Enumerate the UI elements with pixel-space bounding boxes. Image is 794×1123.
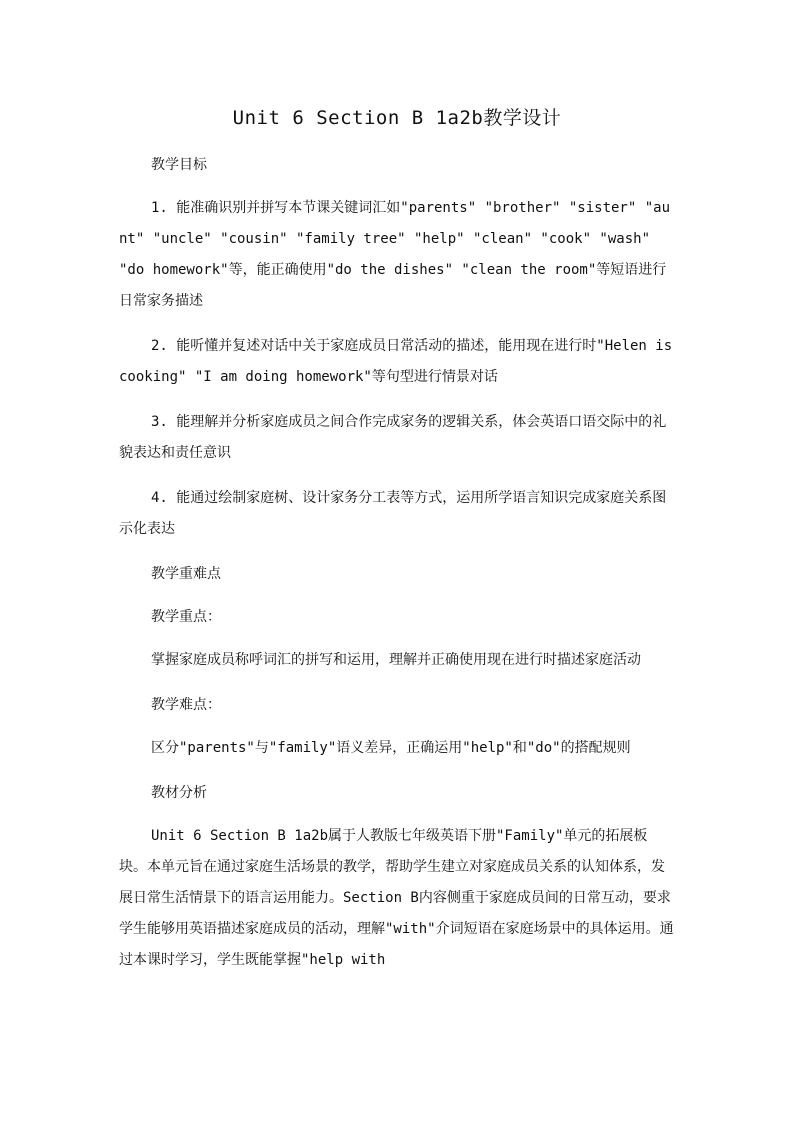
key-points-heading: 教学重难点 <box>151 566 221 582</box>
focus-text: 掌握家庭成员称呼词汇的拼写和运用，理解并正确使用现在进行时描述家庭活动 <box>151 652 641 668</box>
objective-item-3: 3. 能理解并分析家庭成员之间合作完成家务的逻辑关系，体会英语口语交际中的礼貌表达和责任意识 <box>119 414 667 461</box>
analysis-text: Unit 6 Section B 1a2b属于人教版七年级英语下册"Family"单元的拓展板块。本单元旨在通过家庭生活场景的教学，帮助学生建立对家庭成员关系的认知体系，发展日常生活情景下的语言运用能力。Section B内容侧重于家庭成员间的日常互动，要求学生能够用英语描述家庭成员的活动，理解"with"介词短语在家庭场景中的具体运用。通过本课时学习，学生既能掌握"help with <box>119 828 674 968</box>
focus-heading: 教学重点： <box>151 609 221 625</box>
difficulty-text: 区分"parents"与"family"语义差异，正确运用"help"和"do"的搭配规则 <box>151 740 631 756</box>
difficulty-heading: 教学难点： <box>151 697 221 713</box>
analysis-heading: 教材分析 <box>151 785 207 801</box>
document-body <box>119 150 675 990</box>
objective-item-1: 1. 能准确识别并拼写本节课关键词汇如"parents" "brother" "sister" "aunt" "uncle" "cousin" "family tree" "help" "clean" "cook" "wash" "do homework"等，能正确使用"do the dishes" "clean the room"等短语进行日常家务描述 <box>119 200 671 309</box>
page-title: Unit 6 Section B 1a2b教学设计 <box>232 107 562 129</box>
objective-item-4: 4. 能通过绘制家庭树、设计家务分工表等方式，运用所学语言知识完成家庭关系图示化表达 <box>119 490 667 537</box>
objective-item-2: 2. 能听懂并复述对话中关于家庭成员日常活动的描述，能用现在进行时"Helen is cooking" "I am doing homework"等句型进行情景对话 <box>119 338 673 385</box>
objectives-heading: 教学目标 <box>151 157 207 173</box>
